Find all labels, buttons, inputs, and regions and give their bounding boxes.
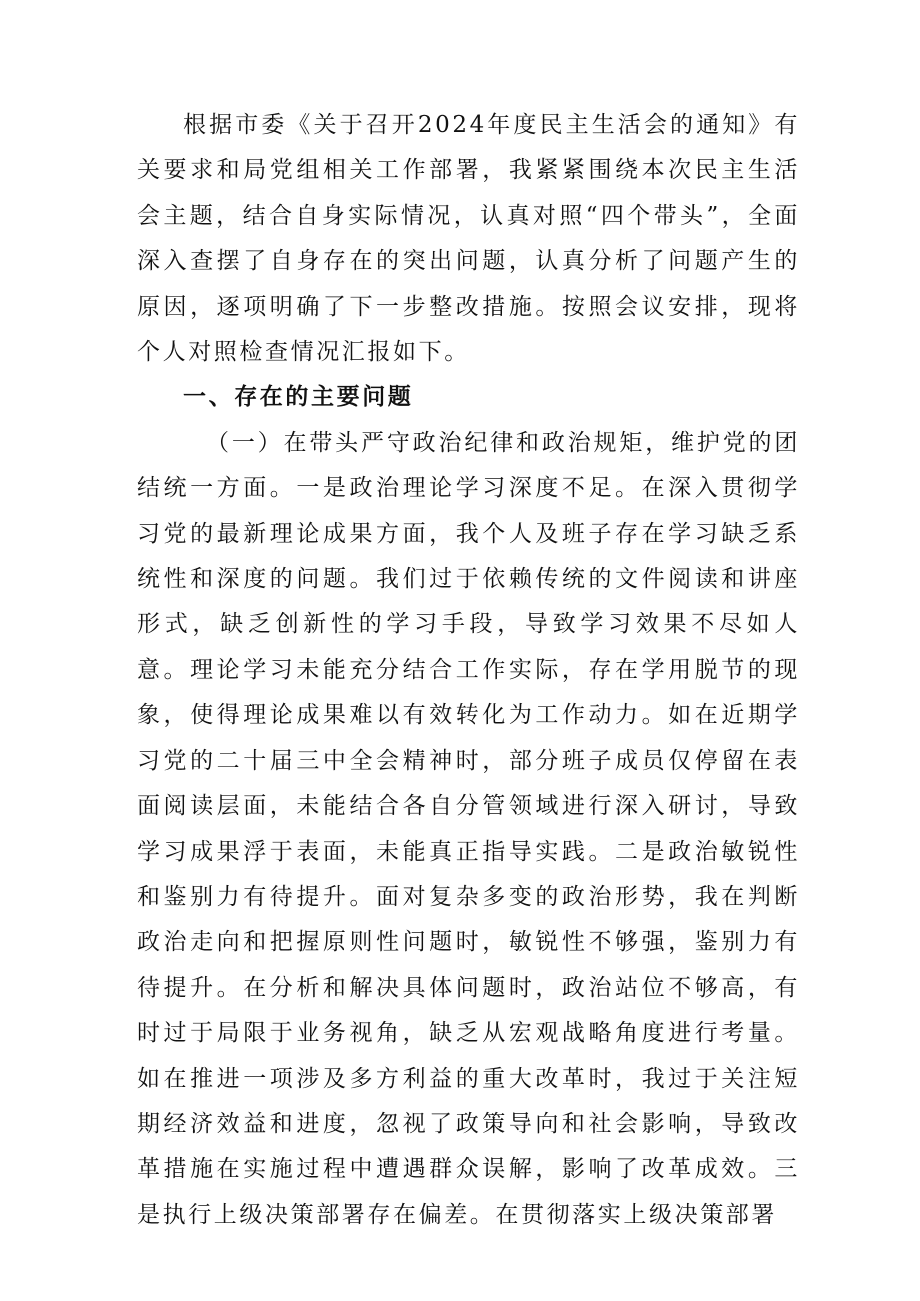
section-body-paragraph: （一）在带头严守政治纪律和政治规矩，维护党的团结统一方面。一是政治理论学习深度不足。在深入贯彻学习党的最新理论成果方面，我个人及班子存在学习缺乏系统性和深度的问题。我们过于依赖传统的文件阅读和讲座形式，缺乏创新性的学习手段，导致学习效果不尽如人意。理论学习未能充分结合工作实际，存在学用脱节的现象，使得理论成果难以有效转化为工作动力。如在近期学习党的二十届三中全会精神时，部分班子成员仅停留在表面阅读层面，未能结合各自分管领域进行深入研讨，导致学习成果浮于表面，未能真正指导实践。二是政治敏锐性和鉴别力有待提升。面对复杂多变的政治形势，我在判断政治走向和把握原则性问题时，敏锐性不够强，鉴别力有待提升。在分析和解决具体问题时，政治站位不够高，有时过于局限于业务视角，缺乏从宏观战略角度进行考量。如在推进一项涉及多方利益的重大改革时，我过于关注短期经济效益和进度，忽视了政策导向和社会影响，导致改革措施在实施过程中遭遇群众误解，影响了改革成效。三是执行上级决策部署存在偏差。在贯彻落实上级决策部署 <box>137 429 800 1228</box>
intro-paragraph: 根据市委《关于召开2024年度民主生活会的通知》有关要求和局党组相关工作部署，我紧紧围绕本次民主生活会主题，结合自身实际情况，认真对照“四个带头”，全面深入查摆了自身存在的突出问题，认真分析了问题产生的原因，逐项明确了下一步整改措施。按照会议安排，现将个人对照检查情况汇报如下。 <box>137 112 800 366</box>
section-heading: 一、存在的主要问题 <box>183 384 414 411</box>
